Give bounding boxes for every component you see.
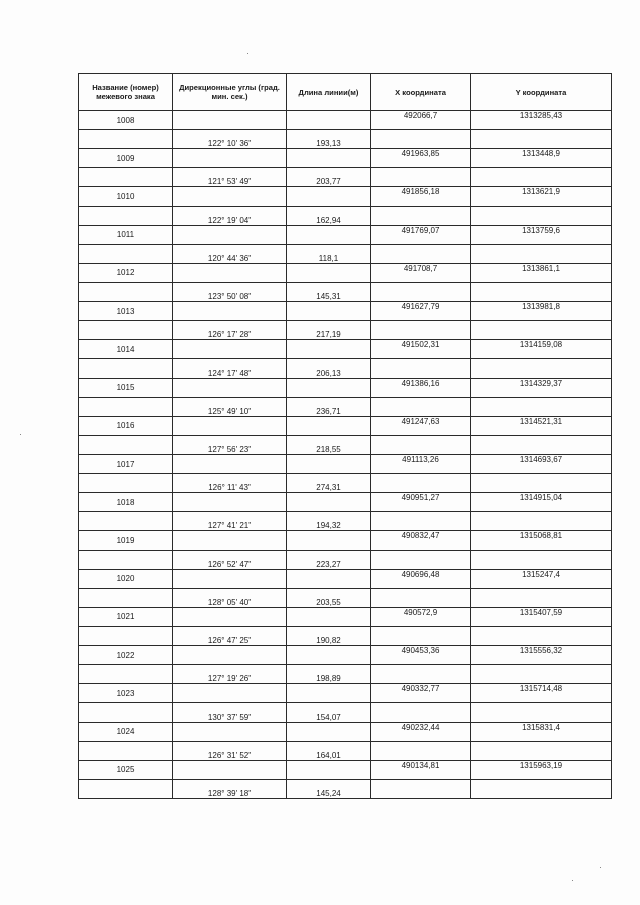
length-cell-empty bbox=[287, 493, 371, 512]
length-cell-empty bbox=[287, 302, 371, 321]
y-coordinate-cell-empty bbox=[471, 665, 612, 684]
y-coordinate-cell: 1315556,32 bbox=[471, 646, 612, 665]
mark-name-cell: 1024 bbox=[79, 722, 173, 741]
x-coordinate-cell: 491627,79 bbox=[371, 302, 471, 321]
y-coordinate-cell-empty bbox=[471, 512, 612, 531]
x-coordinate-cell: 491963,85 bbox=[371, 149, 471, 168]
x-coordinate-cell-empty bbox=[371, 435, 471, 454]
angle-cell-empty bbox=[173, 531, 287, 550]
length-cell-empty bbox=[287, 340, 371, 359]
length-cell-empty bbox=[287, 531, 371, 550]
y-coordinate-cell: 1314693,67 bbox=[471, 454, 612, 473]
line-length-cell: 198,89 bbox=[287, 665, 371, 684]
direction-angle-cell: 127° 56' 23" bbox=[173, 435, 287, 454]
x-coordinate-cell-empty bbox=[371, 550, 471, 569]
header-direction-angle: Дирекционные углы (град. мин. сек.) bbox=[173, 74, 287, 111]
angle-cell-empty bbox=[173, 111, 287, 130]
y-coordinate-cell: 1313981,8 bbox=[471, 302, 612, 321]
scan-speck bbox=[20, 434, 21, 435]
table-row-point bbox=[79, 378, 612, 397]
x-coordinate-cell-empty bbox=[371, 741, 471, 760]
table-row-segment bbox=[79, 206, 612, 225]
y-coordinate-cell-empty bbox=[471, 359, 612, 378]
length-cell-empty bbox=[287, 149, 371, 168]
x-coordinate-cell-empty bbox=[371, 282, 471, 301]
mark-name-cell-empty bbox=[79, 550, 173, 569]
length-cell-empty bbox=[287, 722, 371, 741]
table-row-segment bbox=[79, 550, 612, 569]
table-header-row bbox=[79, 74, 612, 111]
x-coordinate-cell-empty bbox=[371, 130, 471, 149]
mark-name-cell-empty bbox=[79, 512, 173, 531]
length-cell-empty bbox=[287, 416, 371, 435]
mark-name-cell: 1020 bbox=[79, 569, 173, 588]
y-coordinate-cell-empty bbox=[471, 588, 612, 607]
table-row-segment bbox=[79, 474, 612, 493]
y-coordinate-cell: 1315831,4 bbox=[471, 722, 612, 741]
y-coordinate-cell-empty bbox=[471, 435, 612, 454]
direction-angle-cell: 128° 39' 18" bbox=[173, 779, 287, 798]
y-coordinate-cell-empty bbox=[471, 397, 612, 416]
mark-name-cell-empty bbox=[79, 588, 173, 607]
mark-name-cell: 1010 bbox=[79, 187, 173, 206]
table-row-segment bbox=[79, 321, 612, 340]
direction-angle-cell: 122° 10' 36" bbox=[173, 130, 287, 149]
direction-angle-cell: 124° 17' 48" bbox=[173, 359, 287, 378]
angle-cell-empty bbox=[173, 187, 287, 206]
angle-cell-empty bbox=[173, 646, 287, 665]
mark-name-cell: 1009 bbox=[79, 149, 173, 168]
line-length-cell: 223,27 bbox=[287, 550, 371, 569]
table-row-segment bbox=[79, 282, 612, 301]
length-cell-empty bbox=[287, 760, 371, 779]
y-coordinate-cell-empty bbox=[471, 130, 612, 149]
table-row-segment bbox=[79, 359, 612, 378]
x-coordinate-cell: 490232,44 bbox=[371, 722, 471, 741]
y-coordinate-cell: 1313285,43 bbox=[471, 111, 612, 130]
x-coordinate-cell-empty bbox=[371, 359, 471, 378]
header-line-length: Длина линии(м) bbox=[287, 74, 371, 111]
y-coordinate-cell-empty bbox=[471, 474, 612, 493]
length-cell-empty bbox=[287, 646, 371, 665]
direction-angle-cell: 127° 19' 26" bbox=[173, 665, 287, 684]
table-row-point bbox=[79, 225, 612, 244]
mark-name-cell: 1023 bbox=[79, 684, 173, 703]
length-cell-empty bbox=[287, 569, 371, 588]
length-cell-empty bbox=[287, 454, 371, 473]
length-cell-empty bbox=[287, 225, 371, 244]
table-row-segment bbox=[79, 741, 612, 760]
x-coordinate-cell-empty bbox=[371, 703, 471, 722]
mark-name-cell-empty bbox=[79, 168, 173, 187]
table-row-segment bbox=[79, 626, 612, 645]
y-coordinate-cell: 1315714,48 bbox=[471, 684, 612, 703]
length-cell-empty bbox=[287, 378, 371, 397]
x-coordinate-cell: 491856,18 bbox=[371, 187, 471, 206]
line-length-cell: 217,19 bbox=[287, 321, 371, 340]
header-x-coordinate: X координата bbox=[371, 74, 471, 111]
line-length-cell: 164,01 bbox=[287, 741, 371, 760]
y-coordinate-cell-empty bbox=[471, 282, 612, 301]
x-coordinate-cell: 491502,31 bbox=[371, 340, 471, 359]
x-coordinate-cell: 490832,47 bbox=[371, 531, 471, 550]
direction-angle-cell: 125° 49' 10" bbox=[173, 397, 287, 416]
y-coordinate-cell-empty bbox=[471, 550, 612, 569]
mark-name-cell-empty bbox=[79, 626, 173, 645]
direction-angle-cell: 127° 41' 21" bbox=[173, 512, 287, 531]
direction-angle-cell: 126° 11' 43" bbox=[173, 474, 287, 493]
table-row-point bbox=[79, 607, 612, 626]
mark-name-cell: 1012 bbox=[79, 263, 173, 282]
table-row-point bbox=[79, 569, 612, 588]
table-row-point bbox=[79, 531, 612, 550]
length-cell-empty bbox=[287, 111, 371, 130]
angle-cell-empty bbox=[173, 607, 287, 626]
table-row-segment bbox=[79, 397, 612, 416]
length-cell-empty bbox=[287, 263, 371, 282]
x-coordinate-cell: 490134,81 bbox=[371, 760, 471, 779]
table-row-segment bbox=[79, 168, 612, 187]
mark-name-cell: 1022 bbox=[79, 646, 173, 665]
y-coordinate-cell-empty bbox=[471, 703, 612, 722]
y-coordinate-cell-empty bbox=[471, 626, 612, 645]
line-length-cell: 218,55 bbox=[287, 435, 371, 454]
direction-angle-cell: 121° 53' 49" bbox=[173, 168, 287, 187]
table-body bbox=[79, 111, 612, 799]
table-row-point bbox=[79, 760, 612, 779]
length-cell-empty bbox=[287, 607, 371, 626]
line-length-cell: 206,13 bbox=[287, 359, 371, 378]
direction-angle-cell: 123° 50' 08" bbox=[173, 282, 287, 301]
x-coordinate-cell-empty bbox=[371, 244, 471, 263]
x-coordinate-cell: 491113,26 bbox=[371, 454, 471, 473]
angle-cell-empty bbox=[173, 263, 287, 282]
table-row-segment bbox=[79, 130, 612, 149]
mark-name-cell: 1013 bbox=[79, 302, 173, 321]
mark-name-cell: 1018 bbox=[79, 493, 173, 512]
line-length-cell: 236,71 bbox=[287, 397, 371, 416]
scan-speck bbox=[572, 880, 573, 881]
direction-angle-cell: 122° 19' 04" bbox=[173, 206, 287, 225]
y-coordinate-cell: 1313621,9 bbox=[471, 187, 612, 206]
mark-name-cell-empty bbox=[79, 779, 173, 798]
y-coordinate-cell-empty bbox=[471, 206, 612, 225]
table-row-point bbox=[79, 646, 612, 665]
y-coordinate-cell: 1314915,04 bbox=[471, 493, 612, 512]
table-row-segment bbox=[79, 244, 612, 263]
direction-angle-cell: 126° 17' 28" bbox=[173, 321, 287, 340]
y-coordinate-cell-empty bbox=[471, 244, 612, 263]
y-coordinate-cell-empty bbox=[471, 168, 612, 187]
y-coordinate-cell: 1315247,4 bbox=[471, 569, 612, 588]
x-coordinate-cell: 490332,77 bbox=[371, 684, 471, 703]
x-coordinate-cell: 490572,9 bbox=[371, 607, 471, 626]
mark-name-cell: 1014 bbox=[79, 340, 173, 359]
table-row-point bbox=[79, 111, 612, 130]
line-length-cell: 154,07 bbox=[287, 703, 371, 722]
x-coordinate-cell: 491386,16 bbox=[371, 378, 471, 397]
x-coordinate-cell: 491769,07 bbox=[371, 225, 471, 244]
table-row-segment bbox=[79, 703, 612, 722]
direction-angle-cell: 126° 31' 52" bbox=[173, 741, 287, 760]
mark-name-cell-empty bbox=[79, 206, 173, 225]
mark-name-cell-empty bbox=[79, 397, 173, 416]
line-length-cell: 145,24 bbox=[287, 779, 371, 798]
y-coordinate-cell: 1313448,9 bbox=[471, 149, 612, 168]
table-row-point bbox=[79, 493, 612, 512]
scan-speck bbox=[247, 53, 248, 54]
direction-angle-cell: 126° 52' 47" bbox=[173, 550, 287, 569]
table-row-segment bbox=[79, 435, 612, 454]
angle-cell-empty bbox=[173, 493, 287, 512]
table-row-point bbox=[79, 684, 612, 703]
y-coordinate-cell: 1315963,19 bbox=[471, 760, 612, 779]
line-length-cell: 145,31 bbox=[287, 282, 371, 301]
y-coordinate-cell-empty bbox=[471, 321, 612, 340]
header-y-coordinate: Y координата bbox=[471, 74, 612, 111]
x-coordinate-cell-empty bbox=[371, 512, 471, 531]
y-coordinate-cell: 1315407,59 bbox=[471, 607, 612, 626]
line-length-cell: 193,13 bbox=[287, 130, 371, 149]
angle-cell-empty bbox=[173, 149, 287, 168]
y-coordinate-cell: 1313861,1 bbox=[471, 263, 612, 282]
y-coordinate-cell-empty bbox=[471, 779, 612, 798]
direction-angle-cell: 126° 47' 25" bbox=[173, 626, 287, 645]
x-coordinate-cell-empty bbox=[371, 665, 471, 684]
table-row-point bbox=[79, 187, 612, 206]
direction-angle-cell: 120° 44' 36" bbox=[173, 244, 287, 263]
x-coordinate-cell: 492066,7 bbox=[371, 111, 471, 130]
table-row-point bbox=[79, 340, 612, 359]
mark-name-cell-empty bbox=[79, 474, 173, 493]
table-row-point bbox=[79, 149, 612, 168]
mark-name-cell-empty bbox=[79, 282, 173, 301]
mark-name-cell: 1015 bbox=[79, 378, 173, 397]
y-coordinate-cell: 1314521,31 bbox=[471, 416, 612, 435]
table-row-segment bbox=[79, 665, 612, 684]
mark-name-cell-empty bbox=[79, 703, 173, 722]
x-coordinate-cell-empty bbox=[371, 588, 471, 607]
x-coordinate-cell: 490696,48 bbox=[371, 569, 471, 588]
mark-name-cell: 1008 bbox=[79, 111, 173, 130]
line-length-cell: 274,31 bbox=[287, 474, 371, 493]
mark-name-cell-empty bbox=[79, 435, 173, 454]
angle-cell-empty bbox=[173, 416, 287, 435]
angle-cell-empty bbox=[173, 340, 287, 359]
direction-angle-cell: 130° 37' 59" bbox=[173, 703, 287, 722]
mark-name-cell-empty bbox=[79, 321, 173, 340]
angle-cell-empty bbox=[173, 722, 287, 741]
mark-name-cell-empty bbox=[79, 244, 173, 263]
direction-angle-cell: 128° 05' 40" bbox=[173, 588, 287, 607]
mark-name-cell: 1025 bbox=[79, 760, 173, 779]
angle-cell-empty bbox=[173, 378, 287, 397]
angle-cell-empty bbox=[173, 760, 287, 779]
x-coordinate-cell-empty bbox=[371, 206, 471, 225]
table-row-point bbox=[79, 263, 612, 282]
x-coordinate-cell-empty bbox=[371, 397, 471, 416]
mark-name-cell-empty bbox=[79, 665, 173, 684]
y-coordinate-cell: 1314329,37 bbox=[471, 378, 612, 397]
line-length-cell: 194,32 bbox=[287, 512, 371, 531]
length-cell-empty bbox=[287, 187, 371, 206]
line-length-cell: 203,55 bbox=[287, 588, 371, 607]
angle-cell-empty bbox=[173, 684, 287, 703]
y-coordinate-cell: 1314159,08 bbox=[471, 340, 612, 359]
y-coordinate-cell: 1315068,81 bbox=[471, 531, 612, 550]
table-row-point bbox=[79, 302, 612, 321]
angle-cell-empty bbox=[173, 302, 287, 321]
angle-cell-empty bbox=[173, 225, 287, 244]
length-cell-empty bbox=[287, 684, 371, 703]
table-row-segment bbox=[79, 779, 612, 798]
x-coordinate-cell-empty bbox=[371, 168, 471, 187]
angle-cell-empty bbox=[173, 454, 287, 473]
table-row-point bbox=[79, 416, 612, 435]
x-coordinate-cell: 490951,27 bbox=[371, 493, 471, 512]
y-coordinate-cell: 1313759,6 bbox=[471, 225, 612, 244]
mark-name-cell-empty bbox=[79, 359, 173, 378]
line-length-cell: 118,1 bbox=[287, 244, 371, 263]
mark-name-cell-empty bbox=[79, 741, 173, 760]
mark-name-cell: 1017 bbox=[79, 454, 173, 473]
x-coordinate-cell-empty bbox=[371, 321, 471, 340]
table-row-point bbox=[79, 722, 612, 741]
y-coordinate-cell-empty bbox=[471, 741, 612, 760]
table-row-point bbox=[79, 454, 612, 473]
survey-coordinates-table bbox=[78, 73, 612, 799]
line-length-cell: 203,77 bbox=[287, 168, 371, 187]
x-coordinate-cell: 490453,36 bbox=[371, 646, 471, 665]
header-mark-name: Название (номер) межевого знака bbox=[79, 74, 173, 111]
mark-name-cell-empty bbox=[79, 130, 173, 149]
line-length-cell: 162,94 bbox=[287, 206, 371, 225]
x-coordinate-cell: 491708,7 bbox=[371, 263, 471, 282]
scan-speck bbox=[600, 867, 601, 868]
line-length-cell: 190,82 bbox=[287, 626, 371, 645]
table-row-segment bbox=[79, 588, 612, 607]
mark-name-cell: 1011 bbox=[79, 225, 173, 244]
mark-name-cell: 1019 bbox=[79, 531, 173, 550]
x-coordinate-cell-empty bbox=[371, 779, 471, 798]
x-coordinate-cell: 491247,63 bbox=[371, 416, 471, 435]
table-row-segment bbox=[79, 512, 612, 531]
mark-name-cell: 1016 bbox=[79, 416, 173, 435]
x-coordinate-cell-empty bbox=[371, 626, 471, 645]
angle-cell-empty bbox=[173, 569, 287, 588]
mark-name-cell: 1021 bbox=[79, 607, 173, 626]
x-coordinate-cell-empty bbox=[371, 474, 471, 493]
